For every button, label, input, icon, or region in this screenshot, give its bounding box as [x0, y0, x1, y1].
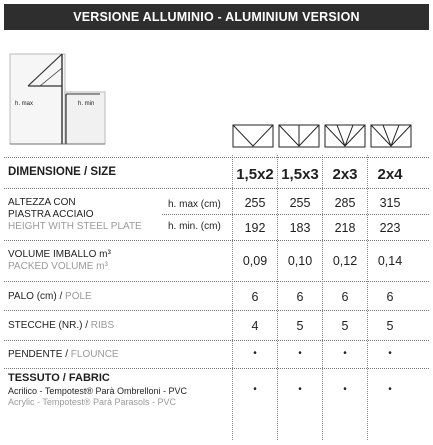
ribs-value: 4	[251, 319, 259, 333]
volume-label-it: VOLUME IMBALLO m³	[8, 249, 111, 260]
fabric-bullet: •	[298, 384, 302, 395]
pole-value: 6	[296, 290, 304, 304]
hmin-value: 223	[379, 221, 401, 235]
ribs-label-en: RIBS	[90, 320, 115, 331]
ribs-label	[8, 320, 114, 332]
pole-label	[8, 291, 92, 303]
volume-label-en: PACKED VOLUME m³	[8, 261, 108, 272]
flounce-bullet: •	[253, 348, 257, 359]
volume-value: 0,10	[287, 254, 313, 268]
fabric-line-en: Acrylic - Tempotest® Parà Parasols - PVC	[8, 397, 177, 407]
volume-value: 0,12	[332, 254, 358, 268]
fabric-bullet: •	[388, 384, 392, 395]
section-header	[4, 4, 429, 30]
hmin-value: 218	[334, 221, 356, 235]
umbrella-canopy-4-ribs-icon	[232, 124, 274, 148]
hmax-value: 255	[289, 196, 311, 210]
pole-value: 6	[386, 290, 394, 304]
fabric-line-it: Acrilico - Tempotest® Parà Ombrelloni - PVC	[8, 386, 188, 396]
pole-label-it: PALO (cm) /	[8, 291, 66, 302]
hmin-value: 183	[289, 221, 311, 235]
size-col-2: 1,5x3	[281, 166, 319, 183]
ribs-value: 5	[341, 319, 349, 333]
ribs-value: 5	[386, 319, 394, 333]
volume-value: 0,09	[242, 254, 268, 268]
umbrella-canopy-5-ribs-icon	[278, 124, 320, 148]
ribs-value: 5	[296, 319, 304, 333]
height-label-it-2: PIASTRA ACCIAIO	[8, 209, 94, 220]
pole-value: 6	[251, 290, 259, 304]
flounce-bullet: •	[343, 348, 347, 359]
flounce-bullet: •	[388, 348, 392, 359]
ribs-label-it: STECCHE (NR.) /	[8, 320, 91, 331]
pole-label-en: POLE	[65, 291, 92, 302]
hmax-value: 285	[334, 196, 356, 210]
fabric-bullet: •	[343, 384, 347, 395]
height-label-it-1: ALTEZZA CON	[8, 197, 76, 208]
umbrella-canopy-5-ribs-icon	[370, 124, 412, 148]
umbrella-canopy-5-ribs-icon	[324, 124, 366, 148]
hmax-unit-label: h. max (cm)	[168, 199, 221, 210]
hmax-value: 315	[379, 196, 401, 210]
flounce-bullet: •	[298, 348, 302, 359]
hmin-value: 192	[244, 221, 266, 235]
size-col-4: 2x4	[377, 166, 403, 183]
volume-value: 0,14	[377, 254, 403, 268]
height-label-en: HEIGHT WITH STEEL PLATE	[8, 221, 142, 232]
hmax-value: 255	[244, 196, 266, 210]
hmax-label: h. max	[15, 101, 34, 107]
size-col-1: 1,5x2	[236, 166, 274, 183]
hmin-label: h. min	[78, 101, 95, 107]
pole-value: 6	[341, 290, 349, 304]
flounce-label-en: FLOUNCE	[70, 349, 119, 360]
flounce-label	[8, 349, 119, 361]
fabric-bullet: •	[253, 384, 257, 395]
fabric-label: TESSUTO / FABRIC	[8, 372, 110, 384]
flounce-label-it: PENDENTE /	[8, 349, 71, 360]
section-title: VERSIONE ALLUMINIO - ALUMINIUM VERSION	[73, 10, 360, 24]
size-label: DIMENSIONE / SIZE	[8, 166, 116, 178]
size-col-3: 2x3	[332, 166, 358, 183]
hmin-unit-label: h. min. (cm)	[168, 221, 221, 232]
